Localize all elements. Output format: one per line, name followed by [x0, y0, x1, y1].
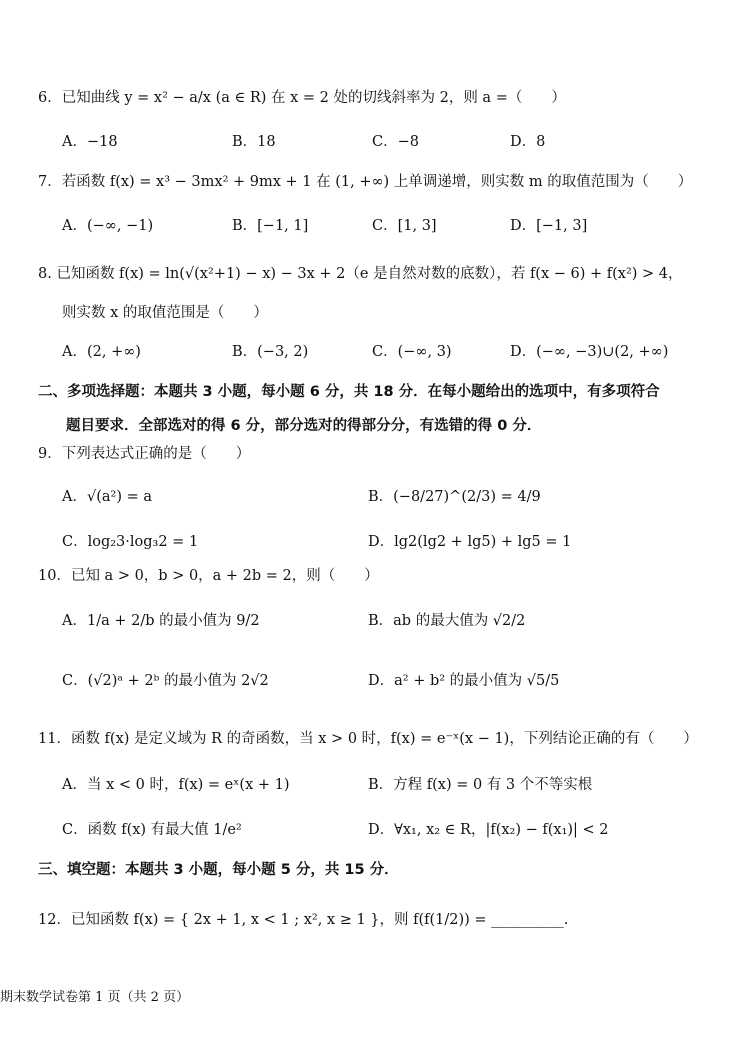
q8-option-a: A．(2, +∞) — [62, 344, 141, 360]
q10-option-c: C．(√2)ᵃ + 2ᵇ 的最小值为 2√2 — [62, 673, 269, 689]
section-3-heading: 三、填空题：本题共 3 小题，每小题 5 分，共 15 分． — [38, 862, 399, 878]
question-10-stem: 10．已知 a > 0，b > 0，a + 2b = 2，则（ ） — [38, 568, 379, 584]
q6-option-d: D．8 — [510, 134, 546, 150]
q7-option-c: C．[1, 3] — [372, 218, 437, 234]
question-8-stem: 8. 已知函数 f(x) = ln(√(x²+1) − x) − 3x + 2（e 是自然对数的底数），若 f(x − 6) + f(x²) > 4， — [38, 266, 683, 282]
q10-option-b: B．ab 的最大值为 √2/2 — [368, 613, 526, 629]
q7-option-a: A．(−∞, −1) — [62, 218, 154, 234]
question-8-stem-continued: 则实数 x 的取值范围是（ ） — [62, 305, 268, 321]
section-2-heading: 二、多项选择题：本题共 3 小题，每小题 6 分，共 18 分．在每小题给出的选项中，有多项符合 — [38, 384, 660, 400]
q9-option-c: C．log₂3·log₃2 = 1 — [62, 534, 199, 550]
q11-option-d: D．∀x₁, x₂ ∈ R，|f(x₂) − f(x₁)| < 2 — [368, 822, 609, 838]
q10-option-d: D．a² + b² 的最小值为 √5/5 — [368, 673, 560, 689]
q6-option-c: C．−8 — [372, 134, 419, 150]
q10-option-a: A．1/a + 2/b 的最小值为 9/2 — [62, 613, 260, 629]
q8-option-c: C．(−∞, 3) — [372, 344, 452, 360]
q6-option-b: B．18 — [232, 134, 276, 150]
question-7-stem: 7．若函数 f(x) = x³ − 3mx² + 9mx + 1 在 (1, +∞) 上单调递增，则实数 m 的取值范围为（ ） — [38, 174, 693, 190]
page-footer: 期末数学试卷第 1 页（共 2 页） — [0, 990, 190, 1005]
q11-option-b: B．方程 f(x) = 0 有 3 个不等实根 — [368, 777, 593, 793]
section-2-heading-continued: 题目要求．全部选对的得 6 分，部分选对的得部分分，有选错的得 0 分． — [66, 418, 542, 434]
q6-option-a: A．−18 — [62, 134, 118, 150]
q9-option-a: A．√(a²) = a — [62, 489, 152, 505]
question-9-stem: 9．下列表达式正确的是（ ） — [38, 446, 251, 462]
q9-option-b: B．(−8/27)^(2/3) = 4/9 — [368, 489, 541, 505]
q7-option-d: D．[−1, 3] — [510, 218, 588, 234]
q11-option-c: C．函数 f(x) 有最大值 1/e² — [62, 822, 242, 838]
q8-option-d: D．(−∞, −3)∪(2, +∞) — [510, 344, 669, 360]
question-6-stem: 6．已知曲线 y = x² − a/x (a ∈ R) 在 x = 2 处的切线斜率为 2，则 a =（ ） — [38, 90, 566, 106]
question-12-stem: 12．已知函数 f(x) = { 2x + 1, x < 1 ; x², x ≥ 1 }，则 f(f(1/2)) = __________. — [38, 912, 569, 928]
q9-option-d: D．lg2(lg2 + lg5) + lg5 = 1 — [368, 534, 572, 550]
q11-option-a: A．当 x < 0 时，f(x) = eˣ(x + 1) — [62, 777, 290, 793]
q7-option-b: B．[−1, 1] — [232, 218, 309, 234]
question-11-stem: 11．函数 f(x) 是定义域为 R 的奇函数，当 x > 0 时，f(x) = e⁻ˣ(x − 1)，下列结论正确的有（ ） — [38, 731, 698, 747]
q8-option-b: B．(−3, 2) — [232, 344, 309, 360]
